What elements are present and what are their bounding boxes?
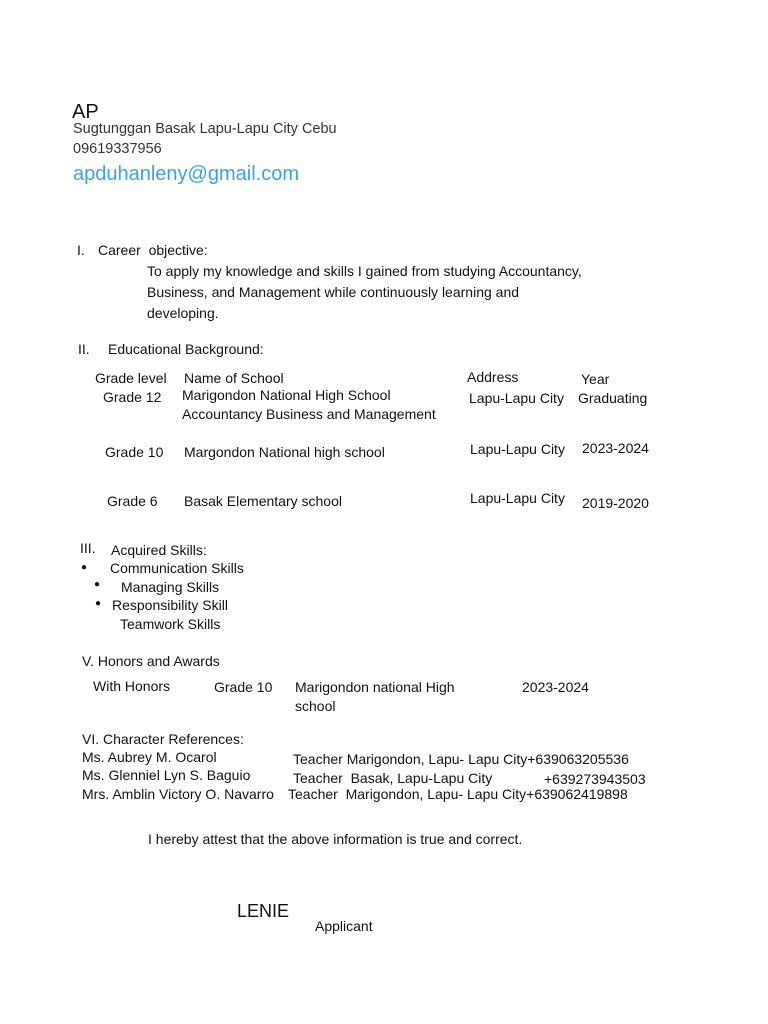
education-row-3-year: 2019-2020	[582, 495, 649, 511]
education-header-school: Name of School	[184, 370, 284, 386]
education-row-1-year: Graduating	[578, 390, 648, 406]
reference-3-name: Mrs. Amblin Victory O. Navarro	[82, 786, 274, 802]
skill-item: Managing Skills	[121, 579, 220, 595]
honors-section-title: V. Honors and Awards	[82, 653, 220, 669]
career-objective-line-2: Business, and Management while continuously learning and	[147, 284, 520, 300]
skills-section-title: Acquired Skills:	[111, 542, 207, 558]
reference-1-name: Ms. Aubrey M. Ocarol	[82, 749, 217, 765]
skills-section-numeral: III.	[80, 540, 96, 556]
education-row-2-school: Margondon National high school	[184, 444, 385, 460]
education-header-year: Year	[581, 371, 610, 387]
education-row-1-school: Marigondon National High School	[182, 387, 391, 403]
education-row-3-grade: Grade 6	[107, 493, 158, 509]
bullet-icon: ●	[94, 579, 101, 590]
reference-1-details: Teacher Marigondon, Lapu- Lapu City+639063205536	[293, 751, 629, 767]
education-row-1-strand: Accountancy Business and Management	[182, 406, 436, 422]
reference-2-details: Teacher Basak, Lapu-Lapu City	[293, 770, 493, 786]
education-row-1-address: Lapu-Lapu City	[469, 390, 564, 406]
education-section-title: Educational Background:	[108, 341, 264, 357]
education-row-3-school: Basak Elementary school	[184, 493, 342, 509]
education-header-grade-level: Grade level	[95, 370, 167, 386]
education-row-2-address: Lapu-Lapu City	[470, 441, 565, 457]
honors-grade: Grade 10	[214, 679, 273, 695]
signature-role: Applicant	[315, 918, 373, 934]
signature-name: LENIE	[237, 901, 290, 921]
skill-item: Communication Skills	[110, 560, 244, 576]
career-section-title: Career objective:	[98, 242, 208, 258]
education-header-address: Address	[467, 369, 519, 385]
phone-number: 09619337956	[73, 141, 162, 157]
attestation-statement: I hereby attest that the above information is true and correct.	[148, 831, 523, 847]
email-address[interactable]: apduhanleny@gmail.com	[73, 163, 299, 185]
education-row-2-year: 2023-2024	[582, 440, 649, 456]
education-row-2-grade: Grade 10	[105, 444, 164, 460]
honors-year: 2023-2024	[522, 679, 589, 695]
reference-3-details: Teacher Marigondon, Lapu- Lapu City+639062419898	[288, 786, 628, 802]
honors-school-line-2: school	[295, 698, 336, 714]
skill-item: Teamwork Skills	[120, 616, 221, 632]
reference-2-name: Ms. Glenniel Lyn S. Baguio	[82, 767, 251, 783]
education-row-3-address: Lapu-Lapu City	[470, 490, 565, 506]
applicant-initials: AP	[72, 101, 99, 123]
education-row-1-grade: Grade 12	[103, 389, 162, 405]
honors-award: With Honors	[93, 678, 171, 694]
career-section-numeral: I.	[77, 242, 85, 258]
reference-2-phone: +639273943503	[544, 771, 646, 787]
education-section-numeral: II.	[78, 341, 90, 357]
bullet-icon: ●	[95, 598, 102, 609]
honors-school: Marigondon national High	[295, 679, 455, 695]
career-objective-line-3: developing.	[147, 305, 219, 321]
bullet-icon: ●	[81, 562, 88, 573]
skill-item: Responsibility Skill	[112, 597, 228, 613]
home-address: Sugtunggan Basak Lapu-Lapu City Cebu	[73, 121, 337, 137]
career-objective-line-1: To apply my knowledge and skills I gained from studying Accountancy,	[147, 263, 582, 279]
references-section-title: VI. Character References:	[82, 731, 244, 747]
